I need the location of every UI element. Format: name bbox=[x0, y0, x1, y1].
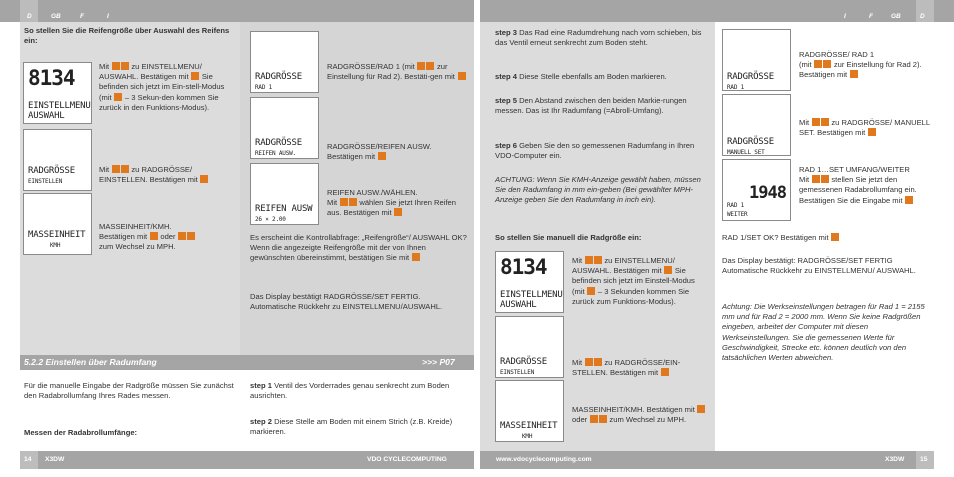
lcd-line: RADGRÖSSE bbox=[727, 72, 774, 82]
instruction-manuell-set: Mit zu RADGRÖSSE/ MANUELL SET. Bestätigen mit bbox=[799, 118, 930, 138]
right-page-number-box bbox=[916, 451, 934, 469]
lcd-line: RADGRÖSSE bbox=[28, 166, 75, 176]
lcd-line: REIFEN AUSW bbox=[255, 204, 313, 214]
m-key-icon bbox=[378, 152, 386, 160]
lcd-line: EINSTELLEN bbox=[28, 178, 63, 185]
left-top-bar bbox=[0, 0, 474, 22]
lcd-einstellmenu bbox=[23, 62, 92, 124]
arrow-up-icon bbox=[178, 232, 186, 240]
m-key-icon bbox=[905, 196, 913, 204]
m-key-icon bbox=[412, 253, 420, 261]
lcd-line: RAD 1 bbox=[727, 84, 745, 91]
paragraph-set-ok: RAD 1/SET OK? Bestätigen mit bbox=[722, 233, 934, 243]
lcd-radgroesse-einstellen-manual bbox=[495, 316, 564, 378]
arrow-down-icon bbox=[187, 232, 195, 240]
section-header-bar bbox=[20, 355, 474, 370]
arrow-down-icon bbox=[594, 358, 602, 366]
note-kmh: ACHTUNG: Wenn Sie KMH-Anzeige gewählt haben, müssen Sie den Radumfang in mm ein-geben (Bei gewählter MPH-Anzeige geben Sie den Radumfang in inch ein). bbox=[495, 175, 701, 205]
lang-tab-i: I bbox=[107, 13, 109, 20]
arrow-down-icon bbox=[821, 175, 829, 183]
footer-url: www.vdocyclecomputing.com bbox=[496, 456, 592, 463]
left-page-number-box bbox=[20, 451, 38, 469]
m-key-icon bbox=[661, 368, 669, 376]
lang-tab-f: F bbox=[80, 13, 84, 20]
arrow-down-icon bbox=[426, 62, 434, 70]
arrow-up-icon bbox=[340, 198, 348, 206]
page-number: 14 bbox=[24, 456, 32, 463]
lcd-circumference-value: 1948 bbox=[749, 183, 786, 203]
arrow-up-icon bbox=[585, 358, 593, 366]
instruction-radgroesse-einstellen: Mit zu RADGRÖSSE/ EINSTELLEN. Bestätigen mit bbox=[99, 165, 236, 185]
lcd-line: EINSTELLMENU bbox=[500, 290, 563, 300]
instruction-rad1: RADGRÖSSE/RAD 1 (mit zur Einstellung für Rad 2). Bestäti-gen mit bbox=[327, 62, 467, 82]
paragraph-intro: Für die manuelle Eingabe der Radgröße müssen Sie zunächst den Radabrollumfang Ihres Rades messen. bbox=[24, 381, 234, 401]
c-key-icon bbox=[587, 287, 595, 295]
m-key-icon bbox=[868, 128, 876, 136]
step-6: step 6 Geben Sie den so gemessenen Radumfang in Ihren VDO-Computer ein. bbox=[495, 141, 695, 161]
lcd-manuell-set bbox=[722, 94, 791, 156]
lcd-radgroesse-einstellen bbox=[23, 129, 92, 191]
lcd-masseinheit-manual bbox=[495, 380, 564, 442]
m-key-icon bbox=[191, 72, 199, 80]
m-key-icon bbox=[394, 208, 402, 216]
lang-tab-gb: GB bbox=[51, 13, 61, 20]
paragraph-display-bestaetigt: Das Display bestätigt RADGRÖSSE/SET FERTIG. Automatische Rückkehr zu EINSTELLMENU/AUSWAHL. bbox=[250, 292, 443, 312]
heading-manuell: So stellen Sie manuell die Radgröße ein: bbox=[495, 233, 642, 242]
lang-tab-d: D bbox=[27, 13, 32, 20]
arrow-down-icon bbox=[594, 256, 602, 264]
lcd-line: WEITER bbox=[727, 211, 748, 218]
instruction-einstellmenu: Mit zu EINSTELLMENU/ AUSWAHL. Bestätigen mit Sie befinden sich jetzt im Ein-stell-Modus (mit – 3 Sekun-den kommen Sie zurück in den Funktions-Modus). bbox=[99, 62, 225, 112]
arrow-up-icon bbox=[585, 256, 593, 264]
lcd-line: MANUELL SET bbox=[727, 149, 765, 156]
lcd-line: AUSWAHL bbox=[28, 111, 65, 121]
lcd-line: RADGRÖSSE bbox=[255, 138, 302, 148]
step-3: step 3 Das Rad eine Radumdrehung nach vorn schieben, bis das Ventil erneut senkrecht zum Boden steht. bbox=[495, 28, 702, 48]
page-number: 15 bbox=[920, 456, 928, 463]
arrow-down-icon bbox=[349, 198, 357, 206]
heading-reifengroesse: So stellen Sie die Reifengröße über Auswahl des Reifens ein: bbox=[24, 26, 230, 46]
lcd-line: MASSEINHEIT bbox=[28, 230, 86, 240]
footer-model: X3DW bbox=[45, 456, 65, 463]
instruction-set-umfang: RAD 1…SET UMFANG/WEITER Mit stellen Sie jetzt den gemessenen Radabrollumfang ein. Bestätigen Sie die Eingabe mit bbox=[799, 165, 917, 205]
arrow-up-icon bbox=[812, 118, 820, 126]
lang-tab-f-right: F bbox=[869, 13, 873, 20]
arrow-down-icon bbox=[121, 165, 129, 173]
section-title: 5.2.2 Einstellen über Radumfang bbox=[24, 357, 157, 367]
instruction-einstellmenu-manual: Mit zu EINSTELLMENU/ AUSWAHL. Bestätigen mit Sie befinden sich jetzt im Einstell-Modus (mit – 3 Sekunden kommen Sie zurück zum Funktions-Modus). bbox=[572, 256, 695, 306]
lcd-rad1 bbox=[250, 31, 319, 93]
m-key-icon bbox=[664, 266, 672, 274]
arrow-down-icon bbox=[821, 118, 829, 126]
lcd-line: RADGRÖSSE bbox=[500, 357, 547, 367]
lang-tab-i-right: I bbox=[844, 13, 846, 20]
step-1: step 1 Ventil des Vorderrades genau senkrecht zum Boden ausrichten. bbox=[250, 381, 450, 401]
m-key-icon bbox=[831, 233, 839, 241]
lcd-line: AUSWAHL bbox=[500, 300, 537, 310]
arrow-down-icon bbox=[121, 62, 129, 70]
footer-brand: VDO CYCLECOMPUTING bbox=[367, 456, 447, 463]
lcd-line: RAD 1 bbox=[255, 84, 273, 91]
instruction-reifen-waehlen: REIFEN AUSW./WÄHLEN. Mit wählen Sie jetzt Ihren Reifen aus. Bestätigen mit bbox=[327, 188, 457, 218]
arrow-up-icon bbox=[590, 415, 598, 423]
left-footer-bar bbox=[20, 451, 474, 469]
lcd-speed-value: 8134 bbox=[500, 255, 547, 279]
lcd-rad1-manual bbox=[722, 29, 791, 91]
lcd-line: REIFEN AUSW. bbox=[255, 150, 296, 157]
lcd-speed-value: 8134 bbox=[28, 66, 75, 90]
instruction-rad1-manual: RADGRÖSSE/ RAD 1 (mit zur Einstellung für Rad 2). Bestätigen mit bbox=[799, 50, 922, 80]
lang-tab-gb-right: GB bbox=[891, 13, 901, 20]
arrow-up-icon bbox=[417, 62, 425, 70]
lcd-einstellmenu-manual bbox=[495, 251, 564, 313]
paragraph-kontrollabfrage: Es erscheint die Kontrollabfrage: „Reifengröße“/ AUSWAHL OK? Wenn die angezeigte Reifengröße mit der von Ihnen gewünschten übereinstimmt, bestätigen Sie mit bbox=[250, 233, 467, 263]
step-5: step 5 Den Abstand zwischen den beiden Markie-rungen messen. Das ist Ihr Radumfang (=Abroll-Umfang). bbox=[495, 96, 687, 116]
lcd-line: RADGRÖSSE bbox=[727, 137, 774, 147]
m-key-icon bbox=[458, 72, 466, 80]
lcd-set-umfang bbox=[722, 159, 791, 221]
instruction-radgroesse-einstellen-manual: Mit zu RADGRÖSSE/EIN-STELLEN. Bestätigen mit bbox=[572, 358, 681, 378]
step-4: step 4 Diese Stelle ebenfalls am Boden markieren. bbox=[495, 72, 667, 81]
footer-model: X3DW bbox=[885, 456, 905, 463]
arrow-up-icon bbox=[814, 60, 822, 68]
instruction-reifen-ausw: RADGRÖSSE/REIFEN AUSW. Bestätigen mit bbox=[327, 142, 432, 162]
right-footer-bar bbox=[480, 451, 934, 469]
arrow-up-icon bbox=[812, 175, 820, 183]
lcd-reifen-ausw bbox=[250, 97, 319, 159]
lcd-line: 26 × 2.00 bbox=[255, 216, 286, 223]
heading-messen: Messen der Radabrollumfänge: bbox=[24, 428, 138, 437]
arrow-down-icon bbox=[823, 60, 831, 68]
step-2: step 2 Diese Stelle am Boden mit einem Strich (z.B. Kreide) markieren. bbox=[250, 417, 453, 437]
lcd-line: MASSEINHEIT bbox=[500, 421, 558, 431]
m-key-icon bbox=[200, 175, 208, 183]
lcd-line: EINSTELLMENU bbox=[28, 101, 91, 111]
arrow-up-icon bbox=[112, 62, 120, 70]
instruction-masseinheit-manual: MASSEINHEIT/KMH. Bestätigen mit oder zum Wechsel zu MPH. bbox=[572, 405, 708, 425]
lcd-line: RADGRÖSSE bbox=[255, 72, 302, 82]
paragraph-set-fertig: Das Display bestätigt: RADGRÖSSE/SET FERTIG Automatische Rückkehr zu EINSTELLMENU/ AUSWAHL. bbox=[722, 256, 916, 276]
arrow-up-icon bbox=[112, 165, 120, 173]
m-key-icon bbox=[150, 232, 158, 240]
instruction-masseinheit: MASSEINHEIT/KMH. Bestätigen mit oder zum Wechsel zu MPH. bbox=[99, 222, 236, 253]
note-werkseinstellungen: Achtung: Die Werkseinstellungen betragen für Rad 1 = 2155 mm und für Rad 2 = 2000 mm. Wenn Sie keine Radgrößen eingeben, arbeitet der Computer mit diesen Werkseinstellungen. Sie die gemessenen Werte für Geschwindigkeit, Strecke etc. können deutlich von den tatsächlichen Werten abweichen. bbox=[722, 302, 925, 363]
lcd-masseinheit bbox=[23, 193, 92, 255]
top-bar-tab-right bbox=[916, 0, 934, 22]
m-key-icon bbox=[850, 70, 858, 78]
right-top-bar bbox=[480, 0, 954, 22]
section-page-ref: >>> P07 bbox=[422, 357, 455, 367]
lang-tab-d-right: D bbox=[920, 13, 925, 20]
lcd-reifen-waehlen bbox=[250, 163, 319, 225]
lcd-line: KMH bbox=[50, 242, 61, 249]
m-key-icon bbox=[697, 405, 705, 413]
arrow-down-icon bbox=[599, 415, 607, 423]
lcd-line: EINSTELLEN bbox=[500, 369, 535, 376]
lcd-line: KMH bbox=[522, 433, 533, 440]
lcd-line: RAD 1 bbox=[727, 202, 745, 209]
c-key-icon bbox=[114, 93, 122, 101]
